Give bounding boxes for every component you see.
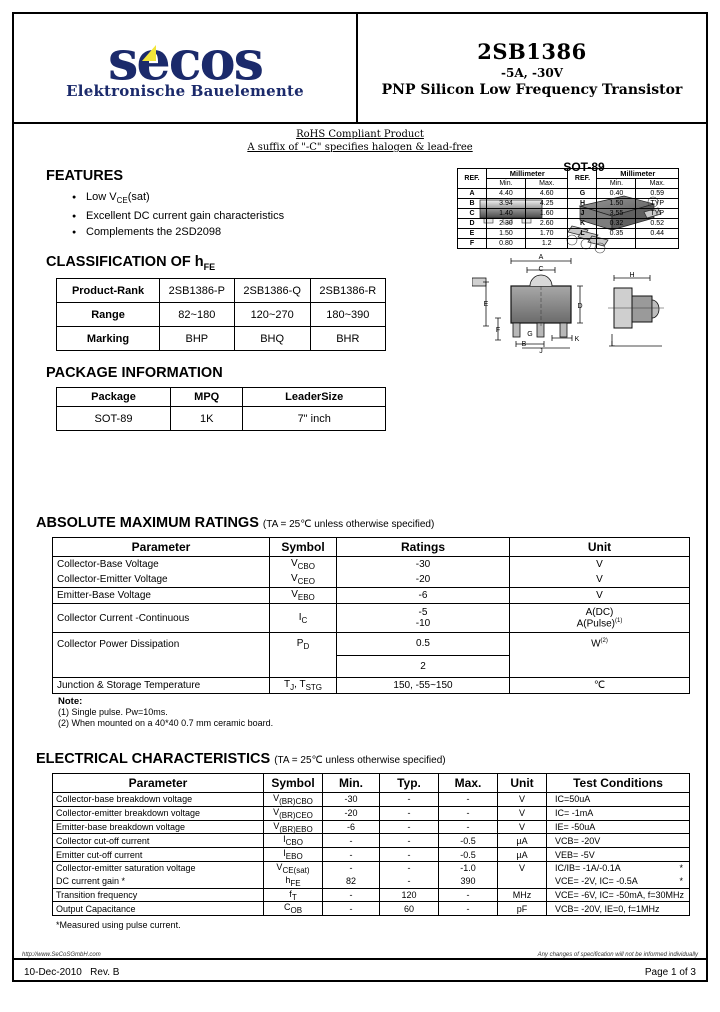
cell: $V_{EBO}$: [270, 588, 337, 604]
cell: -: [439, 793, 498, 807]
dim-label-C: C: [537, 266, 544, 273]
company-tagline: Elektronische Bauelemente: [66, 82, 304, 100]
package-side-view: [608, 272, 664, 348]
row-label: Product-Rank: [57, 279, 160, 303]
cell: BHR: [310, 327, 385, 351]
cell: BHP: [160, 327, 235, 351]
cell: VCE= -2V, IC= -0.5A *: [547, 875, 690, 888]
dim-label-F: F: [495, 327, 500, 334]
note-header: Note:: [58, 696, 83, 708]
page-content: [14, 160, 706, 931]
column-header: Ratings: [337, 538, 510, 557]
cell: 0.35: [597, 229, 636, 239]
cell: -6: [337, 588, 510, 604]
cell: TYP: [636, 199, 679, 209]
cell: $V_{CBO}$: [270, 557, 337, 573]
footer-divider: [14, 958, 706, 960]
cell: 2SB1386-R: [310, 279, 385, 303]
cell: -0.5: [439, 834, 498, 848]
table-row: [57, 279, 386, 303]
column-header: Unit: [498, 774, 547, 793]
cell: A(DC) A(Pulse)$^{(1)}$: [510, 604, 690, 633]
cell: -: [380, 820, 439, 834]
cell: [568, 239, 597, 249]
cell: V: [510, 572, 690, 588]
package-top-view: [472, 254, 583, 353]
cell: V(BR)CEO: [264, 806, 323, 820]
page-number: Page 1 of 3: [644, 967, 696, 978]
cell: -: [380, 848, 439, 862]
table-row: [53, 678, 690, 694]
cell: Emitter cut-off current: [53, 848, 264, 862]
cell: [510, 655, 690, 678]
cell: H: [568, 199, 597, 209]
cell: Transition frequency: [53, 888, 264, 902]
column-header: LeaderSize: [243, 388, 386, 407]
column-header: Test Conditions: [547, 774, 690, 793]
secos-logo: se cos: [107, 28, 263, 92]
column-header: Millimeter: [487, 169, 568, 179]
part-title-cell: [358, 14, 706, 122]
cell: 1.60: [525, 209, 568, 219]
package-info-heading: PACKAGE INFORMATION: [46, 365, 223, 382]
dim-label-E: E: [483, 301, 488, 308]
cell: 1.40: [487, 209, 526, 219]
cell: 180~390: [310, 303, 385, 327]
cell: V: [498, 862, 547, 875]
cell: 0.59: [636, 189, 679, 199]
table-row: [53, 774, 690, 793]
cell: IEBO: [264, 848, 323, 862]
cell: V: [510, 588, 690, 604]
cell: ICBO: [264, 834, 323, 848]
table-row: [53, 655, 690, 678]
cell: pF: [498, 902, 547, 916]
cell: -: [323, 862, 380, 875]
cell: 0.5: [337, 633, 510, 656]
table-row: [57, 407, 386, 431]
cell: VCE(sat): [264, 862, 323, 875]
company-logo-cell: [14, 14, 358, 122]
electrical-characteristics-table: [52, 773, 690, 916]
cell: -: [439, 820, 498, 834]
cell: 150, -55~150: [337, 678, 510, 694]
cell: -: [380, 834, 439, 848]
column-header: Parameter: [53, 774, 264, 793]
cell: -6: [323, 820, 380, 834]
cell: 4.40: [487, 189, 526, 199]
cell: IC/IB= -1A/-0.1A *: [547, 862, 690, 875]
cell: -20: [337, 572, 510, 588]
column-header: Min.: [487, 179, 526, 189]
cell: A: [458, 189, 487, 199]
logo-pacman-glyph: e: [136, 28, 169, 92]
part-number: 2SB1386: [477, 38, 587, 64]
table-row: [458, 219, 679, 229]
row-label: Range: [57, 303, 160, 327]
cell: $I_C$: [270, 604, 337, 633]
cell: B: [458, 199, 487, 209]
row-label: Marking: [57, 327, 160, 351]
note-item: (2) When mounted on a 40*40 0.7 mm ceramic board.: [58, 718, 274, 729]
dim-label-J: J: [538, 348, 543, 353]
cell: Collector-emitter saturation voltage: [53, 862, 264, 875]
dim-label-L: L: [610, 341, 615, 348]
cell: [53, 655, 270, 678]
cell: Collector-base breakdown voltage: [53, 793, 264, 807]
cell: 1K: [171, 407, 243, 431]
column-header: Unit: [510, 538, 690, 557]
cell: VCB= -20V, IE=0, f=1MHz: [547, 902, 690, 916]
table-row: [53, 557, 690, 573]
cell: $V_{CEO}$: [270, 572, 337, 588]
column-header: Typ.: [380, 774, 439, 793]
cell: $P_D$: [270, 633, 337, 656]
table-row: [57, 303, 386, 327]
cell: V: [510, 557, 690, 573]
cell: -1.0: [439, 862, 498, 875]
rohs-statement: [14, 124, 706, 154]
cell: ℃: [510, 678, 690, 694]
cell: [270, 655, 337, 678]
cell: 60: [380, 902, 439, 916]
cell: 82: [323, 875, 380, 888]
cell: Collector-Base Voltage: [53, 557, 270, 573]
electrical-heading: ELECTRICAL CHARACTERISTICS (TA = 25℃ unless otherwise specified): [36, 751, 446, 768]
cell: -: [380, 875, 439, 888]
table-row: [458, 229, 679, 239]
cell: -30: [323, 793, 380, 807]
cell: 2SB1386-Q: [234, 279, 310, 303]
part-ratings-line: -5A, -30V: [501, 65, 563, 80]
electrical-footnote: *Measured using pulse current.: [56, 920, 181, 931]
cell: D: [458, 219, 487, 229]
table-row: [53, 793, 690, 807]
column-header: Millimeter: [597, 169, 679, 179]
column-header: REF.: [568, 169, 597, 189]
dim-label-G: G: [526, 331, 533, 338]
part-description: PNP Silicon Low Frequency Transistor: [381, 81, 683, 98]
cell: -30: [337, 557, 510, 573]
cell: VEB= -5V: [547, 848, 690, 862]
cell: Collector cut-off current: [53, 834, 264, 848]
cell: Collector Power Dissipation: [53, 633, 270, 656]
cell: E: [458, 229, 487, 239]
cell: 0.44: [636, 229, 679, 239]
cell: IC=50uA: [547, 793, 690, 807]
table-row: [53, 820, 690, 834]
cell: V(BR)EBO: [264, 820, 323, 834]
company-url[interactable]: http://www.SeCoSGmbH.com: [22, 952, 101, 958]
cell: Emitter-Base Voltage: [53, 588, 270, 604]
list-item: ● Complements the 2SD2098: [72, 225, 688, 240]
cell: COB: [264, 902, 323, 916]
cell: 120: [380, 888, 439, 902]
cell: -: [380, 806, 439, 820]
footer-date-revision: 10-Dec-2010 Rev. B: [24, 967, 120, 978]
cell: -: [439, 902, 498, 916]
cell: -5 -10: [337, 604, 510, 633]
hfe-subscript: FE: [203, 262, 216, 273]
table-row: [53, 538, 690, 557]
cell: Collector-Emitter Voltage: [53, 572, 270, 588]
cell: Emitter-base breakdown voltage: [53, 820, 264, 834]
page-header: [14, 14, 706, 124]
cell: DC current gain *: [53, 875, 264, 888]
cell: 120~270: [234, 303, 310, 327]
table-row: [53, 572, 690, 588]
electrical-condition: (TA = 25℃ unless otherwise specified): [274, 755, 446, 767]
rohs-line-1: RoHS Compliant Product: [296, 129, 424, 140]
cell: [597, 239, 636, 249]
cell: F: [458, 239, 487, 249]
cell: -: [439, 806, 498, 820]
list-item: ● Excellent DC current gain characteristics: [72, 209, 688, 224]
column-header: Parameter: [53, 538, 270, 557]
cell: IE= -50uA: [547, 820, 690, 834]
table-row: [57, 327, 386, 351]
table-row: [458, 169, 679, 179]
package-drawing-title: SOT-89: [563, 160, 605, 174]
table-row: [53, 902, 690, 916]
cell: hFE: [264, 875, 323, 888]
table-row: [458, 199, 679, 209]
cell: 1.50: [597, 199, 636, 209]
cell: 0.40: [597, 189, 636, 199]
cell: 2SB1386-P: [160, 279, 235, 303]
cell: $T_J$, $T_{STG}$: [270, 678, 337, 694]
cell: V: [498, 806, 547, 820]
cell: 2.60: [525, 219, 568, 229]
classification-heading: CLASSIFICATION OF $h_{FE}$: [46, 254, 216, 273]
classification-table: [56, 278, 386, 351]
cell: -: [323, 902, 380, 916]
cell: 390: [439, 875, 498, 888]
cell: G: [568, 189, 597, 199]
table-row: [53, 848, 690, 862]
column-header: Min.: [597, 179, 636, 189]
table-row: [53, 588, 690, 604]
table-row: [458, 209, 679, 219]
cell: 1.70: [525, 229, 568, 239]
cell: J: [568, 209, 597, 219]
cell: 3.94: [487, 199, 526, 209]
cell: -: [323, 848, 380, 862]
cell: SOT-89: [57, 407, 171, 431]
ratings-notes: [58, 696, 688, 729]
dim-label-K: K: [574, 336, 579, 343]
footer-lower: [14, 967, 706, 978]
cell: $W^{(2)}$: [510, 633, 690, 656]
column-header: MPQ: [171, 388, 243, 407]
cell: 1.50: [487, 229, 526, 239]
column-header: Max.: [525, 179, 568, 189]
cell: V: [498, 820, 547, 834]
list-item: ● Low $V_{CE}(sat)$: [72, 190, 688, 208]
cell: 2: [337, 655, 510, 678]
column-header: Max.: [636, 179, 679, 189]
column-header: Min.: [323, 774, 380, 793]
cell: 0.32: [597, 219, 636, 229]
footnote-star: *: [679, 863, 683, 874]
cell: TYP: [636, 209, 679, 219]
cell: -: [439, 888, 498, 902]
table-row: [53, 806, 690, 820]
cell: Output Capacitance: [53, 902, 264, 916]
abs-max-heading: ABSOLUTE MAXIMUM RATINGS (TA = 25℃ unless otherwise specified): [36, 515, 435, 532]
cell: V: [498, 793, 547, 807]
cell: Collector-emitter breakdown voltage: [53, 806, 264, 820]
cell: K: [568, 219, 597, 229]
column-header: Max.: [439, 774, 498, 793]
cell: -: [380, 862, 439, 875]
cell: 3.55: [597, 209, 636, 219]
cell: Junction & Storage Temperature: [53, 678, 270, 694]
cell: 1.2: [525, 239, 568, 249]
cell: -0.5: [439, 848, 498, 862]
cell: 4.25: [525, 199, 568, 209]
footer-disclaimer: Any changes of specification will not be informed individually: [537, 952, 698, 958]
cell: Collector Current -Continuous: [53, 604, 270, 633]
note-item: (1) Single pulse. Pw=10ms.: [58, 707, 168, 718]
table-row: [53, 604, 690, 633]
abs-max-condition: (TA = 25℃ unless otherwise specified): [262, 519, 435, 531]
dim-label-D: D: [576, 303, 583, 310]
cell: 0.80: [487, 239, 526, 249]
absolute-maximum-ratings-table: [52, 537, 690, 694]
cell: -: [323, 888, 380, 902]
cell: VCB= -20V: [547, 834, 690, 848]
table-row: [53, 875, 690, 888]
cell: fT: [264, 888, 323, 902]
column-header: Package: [57, 388, 171, 407]
table-row: [53, 633, 690, 656]
cell: VCE= -6V, IC= -50mA, f=30MHz: [547, 888, 690, 902]
cell: V(BR)CBO: [264, 793, 323, 807]
cell: µA: [498, 848, 547, 862]
footnote-star: *: [679, 876, 683, 887]
dim-label-H: H: [628, 272, 635, 279]
cell: IC= -1mA: [547, 806, 690, 820]
package-information-table: [56, 387, 386, 431]
cell: L: [568, 229, 597, 239]
cell: C: [458, 209, 487, 219]
dimension-table: [457, 168, 679, 249]
dimension-table-wrap: [457, 168, 679, 249]
column-header: REF.: [458, 169, 487, 189]
cell: [636, 239, 679, 249]
table-row: [53, 834, 690, 848]
dim-label-B: B: [521, 341, 526, 348]
table-row: [53, 862, 690, 875]
cell: µA: [498, 834, 547, 848]
column-header: Symbol: [270, 538, 337, 557]
column-header: Symbol: [264, 774, 323, 793]
cell: [498, 875, 547, 888]
cell: -20: [323, 806, 380, 820]
table-row: [458, 189, 679, 199]
vce-subscript: CE: [116, 196, 128, 206]
table-row: [458, 239, 679, 249]
cell: MHz: [498, 888, 547, 902]
cell: 2.30: [487, 219, 526, 229]
cell: -: [380, 793, 439, 807]
cell: BHQ: [234, 327, 310, 351]
cell: 0.52: [636, 219, 679, 229]
dim-label-A: A: [538, 254, 543, 261]
table-row: [57, 388, 386, 407]
cell: 7" inch: [243, 407, 386, 431]
rohs-line-2: A suffix of "-C" specifies halogen & lead-free: [247, 142, 473, 153]
table-row: [53, 888, 690, 902]
features-heading: FEATURES: [46, 168, 124, 184]
cell: 4.60: [525, 189, 568, 199]
datasheet-page: [12, 12, 708, 982]
cell: -: [323, 834, 380, 848]
cell: 82~180: [160, 303, 235, 327]
